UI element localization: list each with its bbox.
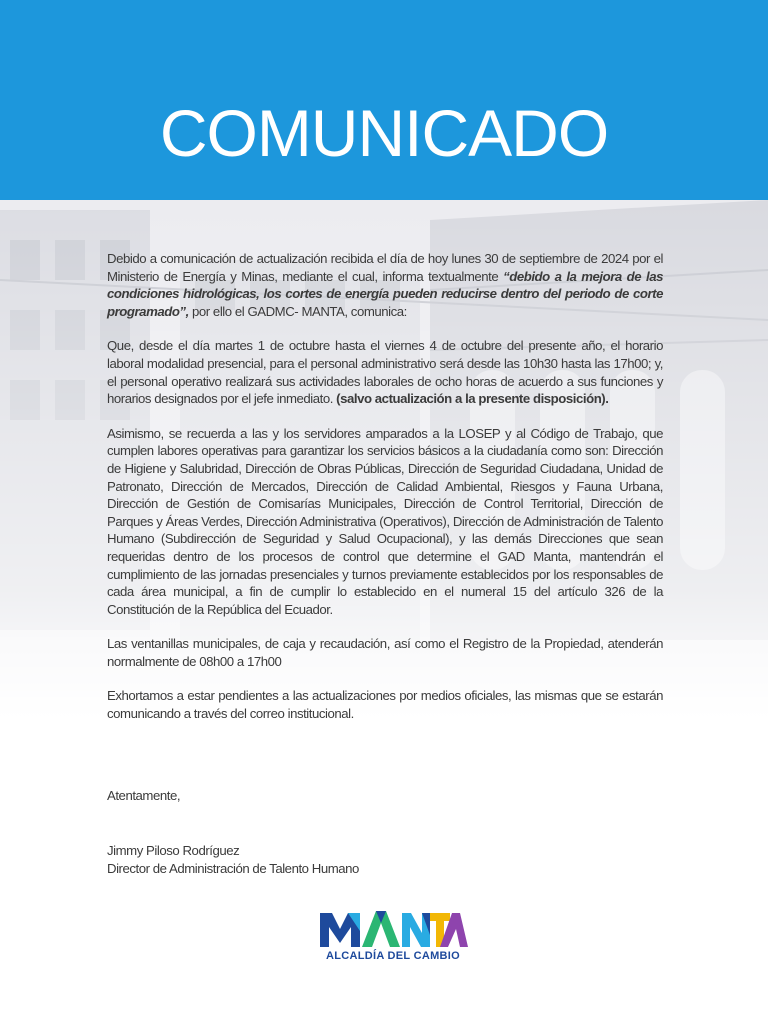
schedule-note: (salvo actualización a la presente disposición). <box>336 391 609 407</box>
paragraph-service-windows: Las ventanillas municipales, de caja y recaudación, así como el Registro de la Propiedad, atenderán normalmente de 08h00 a 17h00 <box>107 636 663 669</box>
page-title: COMUNICADO <box>159 96 609 170</box>
signature-block <box>107 842 359 877</box>
paragraph-schedule <box>107 337 663 407</box>
manta-logo <box>318 905 468 967</box>
paragraph-operational-staff: Asimismo, se recuerda a las y los servidores amparados a la LOSEP y al Código de Trabajo, que cumplen labores operativas para garantizar los servicios básicos a la ciudadanía como son: Dirección de Higiene y Salubridad, Dirección de Obras Públicas, Dirección de Seguridad Ciudadana, Unidad de Patronato, Dirección de Mercados, Dirección de Calidad Ambiental, Riesgos y Fauna Urbana, Dirección de Gestión de Comisarías Municipales, Dirección de Control Territorial, Dirección de Parques y Áreas Verdes, Dirección Administrativa (Operativos), Dirección de Administración de Talento Humano (Subdirección de Seguridad y Salud Ocupacional), y las demás Direcciones que sean requeridas dentro de los procesos de control que determine el GAD Manta, mantendrán el cumplimiento de las jornadas presenciales y turnos previamente establecidos por los responsables de cada área municipal, a fin de cumplir lo establecido en el numeral 15 del artículo 326 de la Constitución de la República del Ecuador. <box>107 425 663 617</box>
header-banner <box>0 0 768 200</box>
schedule-text: Que, desde el día martes 1 de octubre hasta el viernes 4 de octubre del presente año, el horario laboral modalidad presencial, para el personal administrativo será desde las 10h30 hasta las 17h00; y, el personal operativo realizará sus actividades laborales de ocho horas de acuerdo a sus funciones y horarios designados por el jefe inmediato. <box>107 338 663 407</box>
signatory-name: Jimmy Piloso Rodríguez <box>107 843 240 858</box>
intro-text: Debido a comunicación de actualización recibida el día de hoy lunes 30 de septiembre de 2024 por el Ministerio de Energía y Minas, mediante el cual, informa textualmente <box>107 251 663 284</box>
notice-body <box>107 250 663 740</box>
intro-quote: “debido a la mejora de las condiciones hidrológicas, los cortes de energía pueden reducirse dentro del periodo de corte programado”, <box>107 268 663 319</box>
closing-salutation: Atentamente, <box>107 788 181 803</box>
manta-wordmark-logo <box>318 905 468 949</box>
intro-tail: por ello el GADMC- MANTA, comunica: <box>188 303 407 319</box>
logo-tagline: ALCALDÍA DEL CAMBIO <box>325 950 461 962</box>
paragraph-exhortation: Exhortamos a estar pendientes a las actualizaciones por medios oficiales, las mismas que se estarán comunicando a través del correo institucional. <box>107 688 663 722</box>
signatory-role: Director de Administración de Talento Humano <box>107 860 359 876</box>
paragraph-intro <box>107 250 663 320</box>
